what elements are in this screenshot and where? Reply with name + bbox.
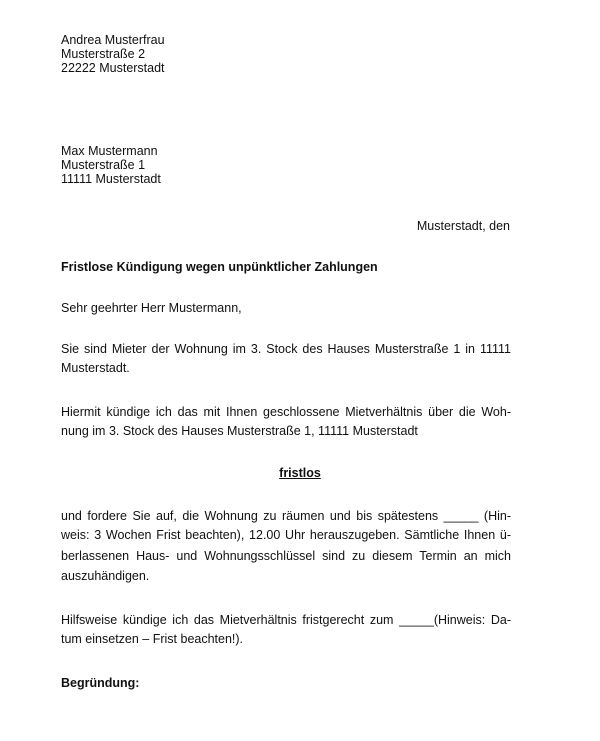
recipient-street: Musterstraße 1 bbox=[61, 158, 146, 172]
paragraph-3-line-4: auszuhändigen. bbox=[61, 569, 150, 583]
paragraph-3-line-1: und fordere Sie auf, die Wohnung zu räumen und bis spätestens _____ (Hin- bbox=[61, 509, 511, 523]
reason-heading: Begründung: bbox=[61, 676, 140, 690]
paragraph-1-line-2: Musterstadt. bbox=[61, 361, 130, 375]
recipient-city: 11111 Musterstadt bbox=[61, 172, 161, 186]
place-date: Musterstadt, den bbox=[416, 219, 510, 233]
paragraph-2-line-2: nung im 3. Stock des Hauses Musterstraße 1, 11111 Musterstadt bbox=[61, 424, 418, 438]
emphasis-fristlos: fristlos bbox=[279, 466, 321, 480]
subject-line: Fristlose Kündigung wegen unpünktlicher Zahlungen bbox=[61, 260, 378, 274]
salutation: Sehr geehrter Herr Mustermann, bbox=[61, 301, 242, 315]
paragraph-3-line-3: berlassenen Haus- und Wohnungsschlüssel sind zu diesem Termin an mich bbox=[61, 549, 511, 563]
paragraph-1-line-1: Sie sind Mieter der Wohnung im 3. Stock des Hauses Musterstraße 1 in 11111 bbox=[61, 342, 511, 356]
sender-name: Andrea Musterfrau bbox=[61, 33, 165, 47]
paragraph-4-line-2: tum einsetzen – Frist beachten!). bbox=[61, 632, 244, 646]
paragraph-4-line-1: Hilfsweise kündige ich das Mietverhältnis fristgerecht zum _____(Hinweis: Da- bbox=[61, 613, 511, 627]
recipient-name: Max Mustermann bbox=[61, 144, 158, 158]
paragraph-2-line-1: Hiermit kündige ich das mit Ihnen geschlossene Mietverhältnis über die Woh- bbox=[61, 405, 511, 419]
sender-city: 22222 Musterstadt bbox=[61, 61, 165, 75]
paragraph-3-line-2: weis: 3 Wochen Frist beachten), 12.00 Uhr herauszugeben. Sämtliche Ihnen ü- bbox=[61, 528, 511, 542]
sender-street: Musterstraße 2 bbox=[61, 47, 146, 61]
